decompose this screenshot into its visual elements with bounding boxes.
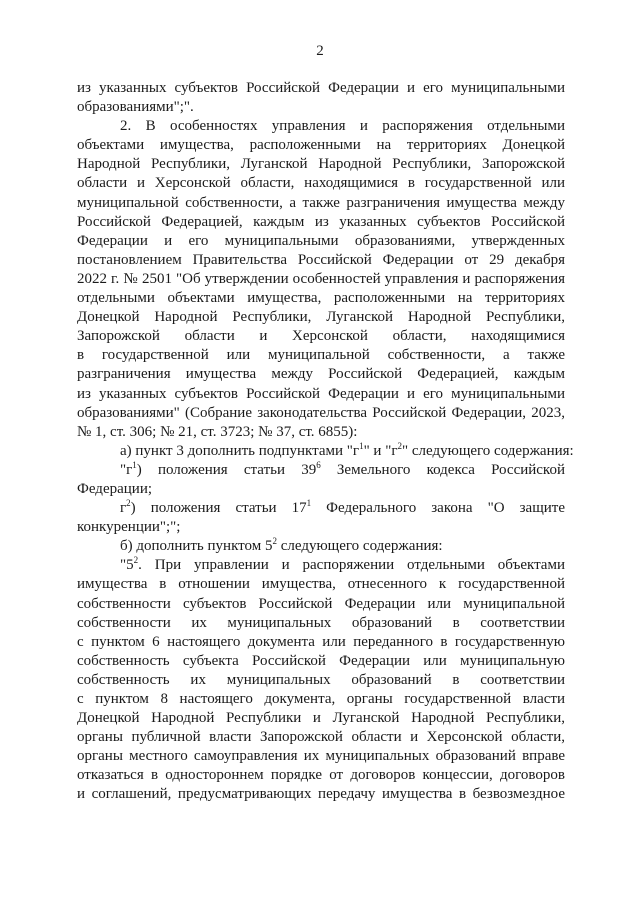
text-line: органы местного самоуправления их муниципальных образований вправе [77, 748, 565, 765]
text-line: органы публичной власти Запорожской области и Херсонской области, [77, 729, 565, 746]
text-line: имущества в отношении имущества, отнесенного к государственной [77, 576, 565, 593]
text-line: объектами имущества, расположенными на территориях Донецкой [77, 137, 565, 154]
text-line: с пунктом 8 настоящего документа, органы государственной власти [77, 691, 565, 707]
text-line: с пунктом 6 настоящего документа или переданного в государственную [77, 633, 565, 650]
text-line: Федерации и его муниципальными образованиями, утвержденных [77, 232, 565, 249]
text-line: № 1, ст. 306; № 21, ст. 3723; № 37, ст. 6855): [77, 423, 358, 440]
text-line: из указанных субъектов Российской Федерации и его муниципальными [77, 385, 565, 402]
text-line: 2022 г. № 2501 "Об утверждении особенностей управления и распоряжения [77, 270, 565, 287]
text-line: и соглашений, предусматривающих передачу имущества в безвозмездное [77, 786, 565, 803]
document-body [77, 79, 574, 805]
text-line: в государственной или муниципальной собственности, а также [77, 347, 565, 364]
text-line: собственности их муниципальных образований в соответствии [77, 614, 565, 631]
text-line: отдельными объектами имущества, расположенными на территориях [77, 290, 565, 307]
text-line: отказаться в одностороннем порядке от договоров концессии, договоров [77, 767, 565, 784]
text-line: собственность их муниципальных образований в соответствии [77, 671, 565, 688]
text-line: из указанных субъектов Российской Федерации и его муниципальными [77, 80, 565, 96]
text-line: образованиями" (Собрание законодательства Российской Федерации, 2023, [77, 404, 565, 421]
text-line: Российской Федерацией, каждым из указанных субъектов Российской [77, 213, 565, 230]
text-line: "$г^1$) положения статьи $39^6$ Земельного кодекса Российской [120, 459, 565, 478]
text-line: образованиями";". [77, 99, 194, 116]
text-line: $г^2$) положения статьи $17^1$ Федерального закона "О защите [120, 498, 565, 517]
page-number: 2 [316, 43, 324, 59]
text-line: муниципальной собственности, а также разграничения имущества между [77, 194, 565, 211]
text-line: 2. В особенностях управления и распоряжения отдельными [120, 118, 565, 135]
text-line: Донецкой Народной Республики, Луганской Народной Республики, [77, 309, 565, 326]
text-line: Донецкой Народной Республики и Луганской Народной Республики, [77, 710, 565, 727]
text-line: постановлением Правительства Российской Федерации от 29 декабря [77, 251, 565, 268]
text-line: области и Херсонской области, находящимися в государственной или [77, 175, 565, 192]
text-line: Федерации; [77, 480, 153, 497]
text-line: разграничения имущества между Российской Федерацией, каждым [77, 366, 565, 383]
text-line: б) дополнить пунктом $5^2$ следующего содержания: [120, 536, 443, 555]
text-line: а) пункт 3 дополнить подпунктами "$г^1$" и "$г^2$" следующего содержания: [120, 440, 574, 459]
text-line: "$5^2$. При управлении и распоряжении отдельными объектами [120, 555, 565, 574]
text-line: конкуренции";"; [77, 519, 181, 536]
text-line: Запорожской области и Херсонской области, находящимися [77, 328, 565, 345]
text-line: собственности субъектов Российской Федерации или муниципальной [77, 595, 565, 612]
text-line: собственность субъекта Российской Федерации или муниципальную [77, 652, 565, 669]
text-line: Народной Республики, Луганской Народной Республики, Запорожской [77, 156, 565, 173]
